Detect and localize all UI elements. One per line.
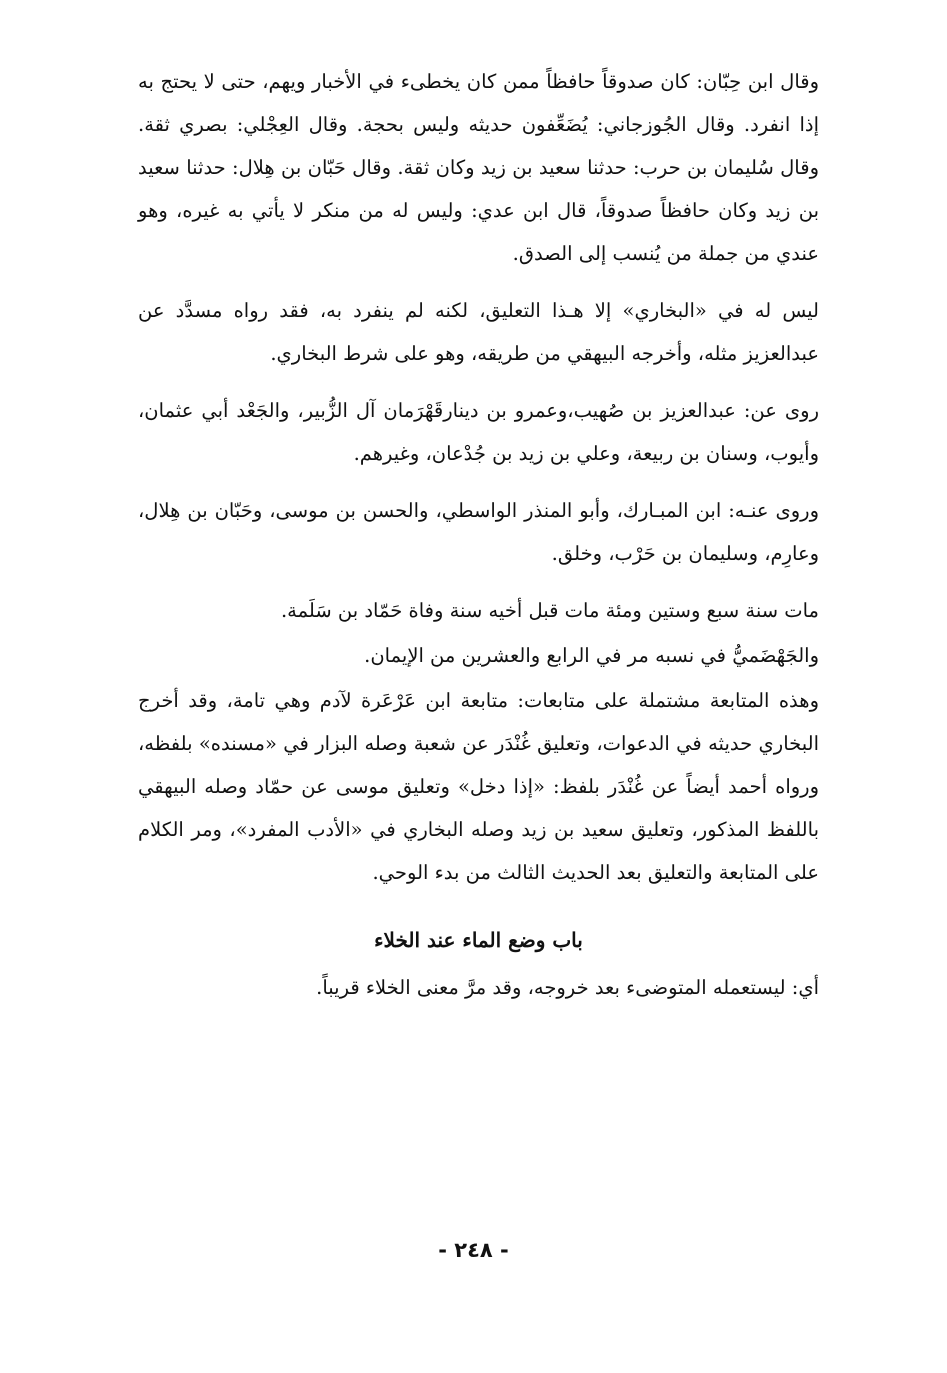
paragraph-nisba: والجَهْضَميُّ في نسبه مر في الرابع والعشرين من الإيمان. xyxy=(364,644,819,667)
paragraph-rawa-an: روى عن: عبدالعزيز بن صُهيب،وعمرو بن دينارقَهْرَمان آل الزُّبير، والجَعْد أبي عثمان، وأيوب، وسنان بن ربيعة، وعلي بن زيد بن جُدْعان، وغيرهم. xyxy=(138,399,819,465)
paragraph-bukhari-taliq: ليس له في «البخاري» إلا هـذا التعليق، لكنه لم ينفرد به، فقد رواه مسدَّد عن عبدالعزيز مثله، وأخرجه البيهقي من طريقه، وهو على شرط البخاري. xyxy=(138,299,819,365)
paragraph-ibn-hibban: وقال ابن حِبّان: كان صدوقاً حافظاً ممن كان يخطىء في الأخبار ويهم، حتى لا يحتج به إذا انفرد. وقال الجُوزجاني: يُضَعِّفون حديثه وليس بحجة. وقال العِجْلي: بصري ثقة. وقال سُليمان بن حرب: حدثنا سعيد بن زيد وكان ثقة. وقال حَبّان بن هِلال: حدثنا سعيد بن زيد وكان حافظاً صدوقاً، قال ابن عدي: وليس له من منكر لا يأتي به غيره، وهو عندي من جملة من يُنسب إلى الصدق. xyxy=(138,70,819,265)
paragraph-mutaba-at: وهذه المتابعة مشتملة على متابعات: متابعة ابن عَرْعَرة لآدم وهي تامة، وقد أخرج البخاري حديثه في الدعوات، وتعليق غُنْدَر عن شعبة وصله البزار في «مسنده» بلفظه، ورواه أحمد أيضاً عن غُنْدَر بلفظ: «إذا دخل» وتعليق موسى عن حمّاد وصله البيهقي باللفظ المذكور، وتعليق سعيد بن زيد وصله البخاري في «الأدب المفرد»، ومر الكلام على المتابعة والتعليق بعد الحديث الثالث من بدء الوحي. xyxy=(138,689,819,884)
page-number: - ٢٤٨ - xyxy=(438,1238,509,1262)
paragraph-rawa-anhu: وروى عنـه: ابن المبـارك، وأبو المنذر الواسطي، والحسن بن موسى، وحَبّان بن هِلال، وعارِم، وسليمان بن حَرْب، وخلق. xyxy=(138,499,819,565)
chapter-heading: باب وضع الماء عند الخلاء xyxy=(374,928,583,952)
page-body xyxy=(138,60,819,1009)
chapter-explanation: أي: ليستعمله المتوضىء بعد خروجه، وقد مرَّ معنى الخلاء قريباً. xyxy=(316,976,819,999)
paragraph-death-date: مات سنة سبع وستين ومئة مات قبل أخيه سنة وفاة حَمّاد بن سَلَمة. xyxy=(280,599,819,622)
